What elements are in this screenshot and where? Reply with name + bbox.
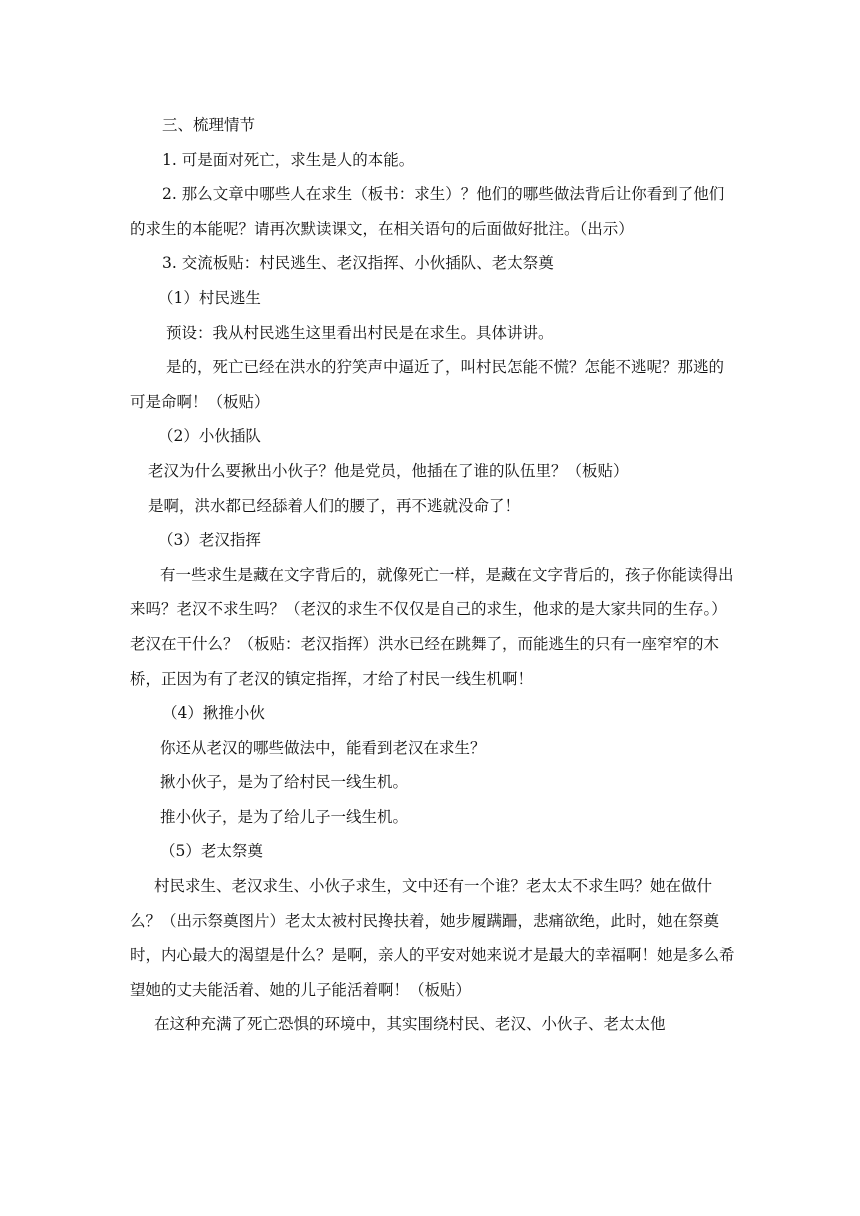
section-heading: 三、梳理情节 [162,116,256,134]
paragraph-flood-at-waist: 是啊，洪水都已经舔着人们的腰了，再不逃就没命了！ [148,496,521,515]
paragraph-item-2: 2. 那么文章中哪些人在求生（板书：求生）？他们的哪些做法背后让你看到了他们的求生的本能呢？请再次默读课文，在相关语句的后面做好批注。（出示） [130,185,725,238]
subheading-villagers-escape: （1）村民逃生 [158,288,261,307]
paragraph-closing: 在这种充满了死亡恐惧的环境中，其实围绕村民、老汉、小伙子、老太太他 [154,1015,666,1034]
paragraph-item-1: 1. 可是面对死亡，求生是人的本能。 [162,150,415,169]
subheading-old-woman-mourns: （5）老太祭奠 [160,842,263,861]
paragraph-why-pull-young-man: 老汉为什么要揪出小伙子？他是党员，他插在了谁的队伍里？（板贴） [148,461,629,480]
subheading-old-man-directs: （3）老汉指挥 [158,531,261,550]
paragraph-other-actions: 你还从老汉的哪些做法中，能看到老汉在求生？ [160,738,486,757]
paragraph-hidden-survival: 有一些求生是藏在文字背后的，就像死亡一样，是藏在文字背后的，孩子你能读得出来吗？老汉不求生吗？（老汉的求生不仅仅是自己的求生，他求的是大家共同的生存。）老汉在干什么？（板贴：老汉指挥）洪水已经在跳舞了，而能逃生的只有一座窄窄的木桥，正因为有了老汉的镇定指挥，才给了村民一线生机啊！ [130,565,734,688]
paragraph-old-woman: 村民求生、老汉求生、小伙子求生，文中还有一个谁？老太太不求生吗？她在做什么？（出示祭奠图片）老太太被村民搀扶着，她步履蹒跚，悲痛欲绝，此时，她在祭奠时，内心最大的渴望是什么？是啊，亲人的平安对她来说才是最大的幸福啊！她是多么希望她的丈夫能活着、她的儿子能活着啊！（板贴） [130,877,735,999]
paragraph-villagers-panic: 是的，死亡已经在洪水的狞笑声中逼近了，叫村民怎能不慌？怎能不逃呢？那逃的可是命啊！（板贴） [130,358,725,411]
paragraph-push-for-son: 推小伙子，是为了给儿子一线生机。 [160,807,409,826]
paragraph-preset: 预设：我从村民逃生这里看出村民是在求生。具体讲讲。 [166,323,554,342]
subheading-young-man-cuts-in: （2）小伙插队 [158,427,261,446]
paragraph-item-3: 3. 交流板贴：村民逃生、老汉指挥、小伙插队、老太祭奠 [162,254,554,273]
subheading-pull-push-young-man: （4）揪推小伙 [162,704,265,723]
paragraph-pull-for-villagers: 揪小伙子，是为了给村民一线生机。 [160,773,409,792]
document-body [130,108,735,1042]
